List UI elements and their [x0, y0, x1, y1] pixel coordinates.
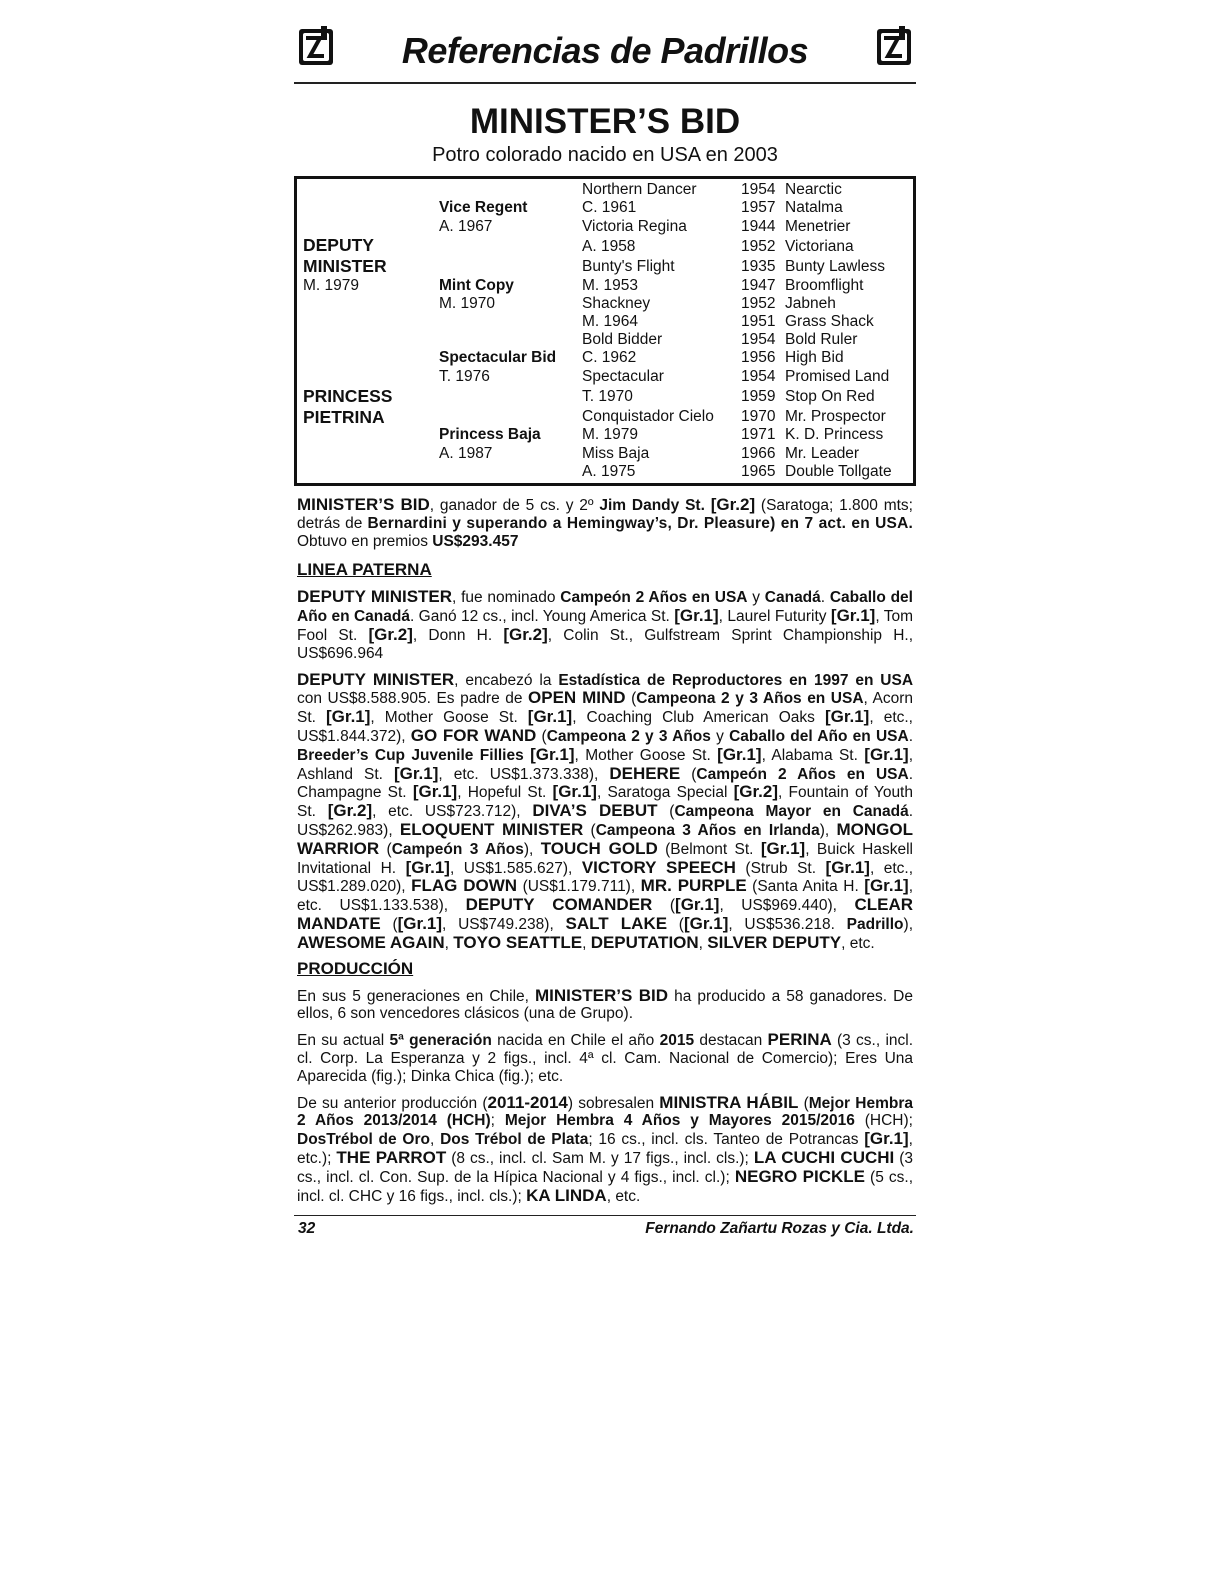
offspring-name: LA CUCHI CUCHI: [753, 1147, 895, 1167]
text: , encabezó la: [454, 671, 559, 689]
g4-year: 1959: [741, 388, 776, 405]
grade: [Gr.1]: [675, 895, 720, 915]
text: ; 16 cs., incl. cls. Tanteo de Potrancas: [588, 1131, 865, 1149]
text: , etc., US$1.844.372),: [297, 709, 913, 745]
g4-year: 1944: [741, 218, 776, 235]
grade: [Gr.1]: [674, 606, 719, 626]
text: , etc.: [606, 1187, 641, 1205]
g4-name: Nearctic: [785, 181, 842, 198]
text-bold: 2011-2014: [487, 1092, 568, 1112]
text: (Santa Anita H.: [746, 878, 865, 896]
text: .: [820, 589, 830, 607]
text: En sus 5 generaciones en Chile,: [297, 987, 536, 1005]
text: , US$536.218.: [728, 915, 847, 933]
g4-name: K. D. Princess: [785, 426, 884, 443]
text: (: [379, 840, 392, 858]
text: , Alabama St.: [761, 746, 865, 764]
text-bold: Caballo del Año en USA: [729, 727, 909, 745]
text: (: [380, 915, 398, 933]
text: , Mother Goose St.: [370, 709, 528, 727]
sire-name: DEPUTY: [303, 235, 374, 255]
grandparent-name: Vice Regent: [439, 199, 528, 216]
text-bold: Estadística de Reproductores en 1997 en USA: [558, 671, 914, 689]
text: ,: [582, 934, 591, 952]
linea-paragraph-1: [294, 588, 916, 662]
text-bold: Campeona 2 y 3 Años en USA: [636, 690, 864, 708]
text-bold: Padrillo: [846, 915, 904, 933]
text: (3 cs., incl. cl. Corp. La Esperanza y 2 figs., incl. 4ª cl. Cam. Nacional de Comercio); Eres Una Aparecida (fig.); Dinka Chica (fig.); etc.: [297, 1032, 914, 1085]
g4-name: Victoriana: [785, 238, 854, 255]
offspring-name: SALT LAKE: [565, 913, 668, 933]
offspring-name: MONGOL WARRIOR: [297, 819, 913, 858]
text: . US$262.983),: [297, 803, 913, 839]
grade: [Gr.1]: [683, 913, 729, 933]
text: ),: [819, 821, 837, 839]
g4-name: Natalma: [785, 199, 843, 216]
text: ;: [490, 1112, 505, 1130]
intro-paragraph: [294, 496, 916, 550]
section-heading-linea: LINEA PATERNA: [297, 560, 432, 580]
horse-name-inline: MINISTER’S BID: [535, 985, 669, 1005]
text-bold: Campeón 2 Años en USA: [696, 765, 909, 783]
text: (: [657, 803, 675, 821]
text: (: [583, 821, 596, 839]
g4-year: 1971: [741, 426, 776, 443]
sire-name-inline: DEPUTY MINISTER: [297, 669, 455, 689]
g3-info: A. 1975: [582, 463, 636, 480]
g3-name: Bunty's Flight: [582, 258, 675, 275]
text: , US$749.238),: [442, 915, 566, 933]
text: , Saratoga Special: [596, 784, 734, 802]
g4-year: 1951: [741, 313, 776, 330]
text: , Acorn St.: [297, 690, 913, 727]
grade: [Gr.2]: [368, 624, 413, 644]
text-bold: 2015: [659, 1032, 695, 1050]
grade: [Gr.1]: [825, 857, 870, 877]
grade: [Gr.2]: [733, 782, 779, 802]
g3-info: C. 1961: [582, 199, 637, 216]
produccion-paragraph-1: [294, 987, 916, 1024]
text: . Champagne St.: [297, 765, 913, 802]
g3-info: M. 1964: [582, 313, 639, 330]
grade: [Gr.1]: [412, 782, 458, 802]
g4-name: Menetrier: [785, 218, 851, 235]
grade: [Gr.1]: [326, 707, 371, 727]
grade: [Gr.1]: [530, 744, 575, 764]
text: (: [625, 690, 637, 708]
text-bold: Breeder’s Cup Juvenile Fillies: [297, 746, 524, 764]
text: , etc. US$1.373.338),: [438, 765, 610, 783]
linea-paragraph-2: [294, 671, 916, 953]
text: nacida en Chile el año: [491, 1032, 660, 1050]
text: De su anterior producción (: [297, 1094, 488, 1112]
grade: [Gr.2]: [327, 801, 373, 821]
text: ,: [698, 934, 708, 952]
offspring-name: CLEAR MANDATE: [297, 895, 914, 933]
horse-name: MINISTER’S BID: [469, 102, 741, 141]
text-bold: Campeona Mayor en Canadá: [674, 803, 909, 821]
g4-name: Jabneh: [785, 295, 836, 312]
g4-name: Grass Shack: [785, 313, 874, 330]
g4-year: 1957: [741, 199, 776, 216]
offspring-name: KA LINDA: [526, 1185, 607, 1205]
g4-year: 1966: [741, 445, 776, 462]
section-heading-produccion: PRODUCCIÓN: [297, 958, 414, 978]
grade: [Gr.2]: [710, 495, 756, 514]
text-bold: Campeona 2 y 3 Años: [546, 727, 711, 745]
text: (US$1.179.711),: [517, 878, 641, 896]
text: , Mother Goose St.: [574, 746, 718, 764]
g3-info: M. 1953: [582, 277, 639, 294]
text: (3 cs., incl. cl. Con. Sup. de la Hípica Nacional y 4 figs., incl. cl.);: [297, 1149, 913, 1186]
g3-info: T. 1970: [582, 388, 633, 405]
grade: [Gr.1]: [405, 857, 450, 877]
text: .: [908, 727, 913, 745]
text: (Belmont St.: [657, 840, 761, 858]
text-bold: Canadá: [764, 589, 821, 607]
text: , Coaching Club American Oaks: [572, 709, 825, 727]
g3-name: Victoria Regina: [582, 218, 687, 235]
text-bold: Dos Trébol de Plata: [440, 1131, 589, 1149]
page-footer: [294, 1215, 916, 1242]
text-bold: Campeona 3 Años en Irlanda: [595, 821, 820, 839]
text: , Hopeful St.: [457, 784, 553, 802]
text: , Colin St., Gulfstream Sprint Championship H., US$696.964: [297, 626, 914, 662]
g4-year: 1954: [741, 181, 776, 198]
grade: [Gr.1]: [864, 1129, 909, 1149]
offspring-name: THE PARROT: [336, 1147, 447, 1167]
grade: [Gr.1]: [552, 782, 597, 802]
g4-year: 1952: [741, 238, 776, 255]
offspring-name: MR. PURPLE: [640, 876, 747, 896]
text: y: [710, 727, 730, 745]
text: ) sobresalen: [567, 1094, 660, 1112]
offspring-name: VICTORY SPEECH: [581, 857, 736, 877]
grade: [Gr.1]: [760, 838, 806, 858]
text: (: [798, 1094, 809, 1112]
g4-name: Promised Land: [785, 368, 890, 385]
g4-year: 1935: [741, 258, 776, 275]
offspring-name: DIVA’S DEBUT: [532, 801, 658, 821]
grandparent-info: A. 1967: [439, 218, 493, 235]
offspring-name: AWESOME AGAIN: [297, 932, 445, 952]
page-number: 32: [298, 1220, 316, 1238]
grade: [Gr.1]: [717, 744, 762, 764]
text: y: [747, 589, 765, 607]
page: [294, 20, 916, 1242]
g4-year: 1970: [741, 408, 776, 425]
text: (: [652, 897, 676, 915]
g4-name: Stop On Red: [785, 388, 875, 405]
text: ),: [523, 840, 541, 858]
text: . Ganó 12 cs., incl. Young America St.: [409, 608, 675, 626]
grandparent-info: T. 1976: [439, 368, 490, 385]
text: , etc. US$1.133.538),: [297, 878, 914, 915]
race-name: Jim Dandy St.: [599, 497, 705, 514]
offspring-name: MINISTRA HÁBIL: [659, 1092, 799, 1112]
g4-name: Bold Ruler: [785, 331, 858, 348]
text-bold: Bernardini y superando a Hemingway’s, Dr. Pleasure) en 7 act. en USA.: [367, 514, 913, 532]
dam-name: PIETRINA: [303, 407, 385, 427]
page-header: [294, 20, 916, 84]
prize: US$293.457: [432, 532, 519, 550]
g4-year: 1947: [741, 277, 776, 294]
g3-name: Shackney: [582, 295, 651, 312]
offspring-name: ELOQUENT MINISTER: [399, 819, 584, 839]
grandparent-info: A. 1987: [439, 445, 493, 462]
text: , Ashland St.: [297, 746, 913, 783]
text: , Laurel Futurity: [718, 608, 831, 626]
offspring-name: GO FOR WAND: [410, 725, 537, 745]
g4-year: 1954: [741, 331, 776, 348]
text: ),: [903, 915, 913, 933]
offspring-name: TOYO SEATTLE: [453, 932, 583, 952]
produccion-paragraph-3: [294, 1094, 916, 1206]
text-bold: DosTrébol de Oro: [297, 1131, 430, 1149]
grade: [Gr.1]: [864, 744, 909, 764]
text: (: [667, 915, 684, 933]
grade: [Gr.1]: [527, 707, 573, 727]
text: , Buick Haskell Invitational H.: [297, 840, 913, 877]
text: , etc., US$1.289.020),: [297, 859, 914, 896]
g4-name: Double Tollgate: [785, 463, 892, 480]
grandparent-name: Princess Baja: [439, 426, 541, 443]
text: destacan: [694, 1032, 768, 1050]
text: , etc.);: [297, 1131, 913, 1167]
text: , etc. US$723.712),: [372, 803, 533, 821]
text-bold: Campeón 3 Años: [391, 840, 524, 858]
logo-icon: [874, 24, 914, 68]
sire-name-inline: DEPUTY MINISTER: [297, 587, 453, 607]
grade: [Gr.1]: [830, 606, 876, 626]
offspring-name: DEHERE: [609, 763, 681, 783]
g4-name: Mr. Leader: [785, 445, 860, 462]
text: ha producido a 58 ganadores. De ellos, 6 son vencedores clásicos (una de Grupo).: [297, 987, 913, 1023]
g3-name: Spectacular: [582, 368, 664, 385]
text: con US$8.588.905. Es padre de: [297, 690, 529, 708]
text-bold: 5ª generación: [389, 1032, 492, 1050]
text: , etc.: [841, 934, 875, 952]
header-title: Referencias de Padrillos: [401, 30, 809, 71]
text: , US$1.585.627),: [449, 859, 582, 877]
produccion-paragraph-2: [294, 1031, 916, 1085]
footer-company: Fernando Zañartu Rozas y Cia. Ltda.: [645, 1220, 914, 1238]
text: En su actual: [297, 1032, 390, 1050]
g4-name: Broomflight: [785, 277, 864, 294]
text: Obtuvo en premios: [297, 532, 433, 550]
text: ,: [429, 1131, 441, 1149]
g3-info: A. 1958: [582, 238, 636, 255]
grandparent-info: M. 1970: [439, 295, 496, 312]
horse-name-inline: MINISTER’S BID: [297, 495, 430, 514]
grandparent-name: Spectacular Bid: [439, 349, 557, 366]
grade: [Gr.2]: [503, 624, 548, 644]
text: , US$969.440),: [719, 897, 855, 915]
offspring-name: OPEN MIND: [528, 688, 626, 708]
offspring-name: NEGRO PICKLE: [734, 1166, 865, 1186]
text: , Donn H.: [412, 626, 504, 644]
offspring-name: PERINA: [767, 1030, 832, 1050]
text-bold: Mejor Hembra 4 Años y Mayores 2015/2016: [504, 1112, 855, 1130]
grade: [Gr.1]: [394, 763, 439, 783]
text: , Fountain of Youth St.: [297, 784, 913, 821]
pedigree-table: [294, 176, 916, 486]
text: ,: [444, 934, 454, 952]
g3-name: Conquistador Cielo: [582, 408, 714, 425]
text-bold: Caballo del Año en Canadá: [297, 589, 913, 626]
g4-name: Mr. Prospector: [785, 408, 886, 425]
g4-year: 1954: [741, 368, 776, 385]
dam-name: PRINCESS: [303, 386, 393, 406]
text: , Tom Fool St.: [297, 608, 914, 644]
text: (: [536, 727, 547, 745]
g3-name: Northern Dancer: [582, 181, 697, 198]
text: , ganador de 5 cs. y 2º: [429, 497, 600, 514]
text-bold: Mejor Hembra 2 Años 2013/2014 (HCH): [297, 1094, 913, 1130]
g3-name: Bold Bidder: [582, 331, 663, 348]
text: (Strub St.: [735, 859, 826, 877]
sire-info: M. 1979: [303, 277, 360, 294]
offspring-name: SILVER DEPUTY: [707, 932, 842, 952]
text: (8 cs., incl. cl. Sam M. y 17 figs., incl. cls.);: [446, 1149, 754, 1167]
g4-year: 1965: [741, 463, 776, 480]
g4-year: 1952: [741, 295, 776, 312]
offspring-name: TOUCH GOLD: [540, 838, 658, 858]
grade: [Gr.1]: [824, 707, 870, 727]
text: (: [680, 765, 697, 783]
g3-info: C. 1962: [582, 349, 637, 366]
grade: [Gr.1]: [864, 876, 909, 896]
g3-name: Miss Baja: [582, 445, 650, 462]
text-bold: Campeón 2 Años en USA: [560, 589, 748, 607]
text: (HCH);: [854, 1112, 913, 1130]
sire-name: MINISTER: [303, 256, 387, 276]
text: (Saratoga; 1.800 mts; detrás de: [297, 497, 913, 532]
grandparent-name: Mint Copy: [439, 277, 514, 294]
g4-name: Bunty Lawless: [785, 258, 885, 275]
g3-info: M. 1979: [582, 426, 639, 443]
grade: [Gr.1]: [397, 913, 443, 933]
text: (5 cs., incl. cl. CHC y 16 figs., incl. cls.);: [297, 1168, 913, 1205]
g4-year: 1956: [741, 349, 776, 366]
offspring-name: DEPUTATION: [590, 932, 699, 952]
g4-name: High Bid: [785, 349, 844, 366]
horse-subtitle: Potro colorado nacido en USA en 2003: [432, 144, 778, 166]
text: , fue nominado: [452, 589, 561, 607]
offspring-name: DEPUTY COMANDER: [465, 895, 653, 915]
offspring-name: FLAG DOWN: [411, 876, 518, 896]
